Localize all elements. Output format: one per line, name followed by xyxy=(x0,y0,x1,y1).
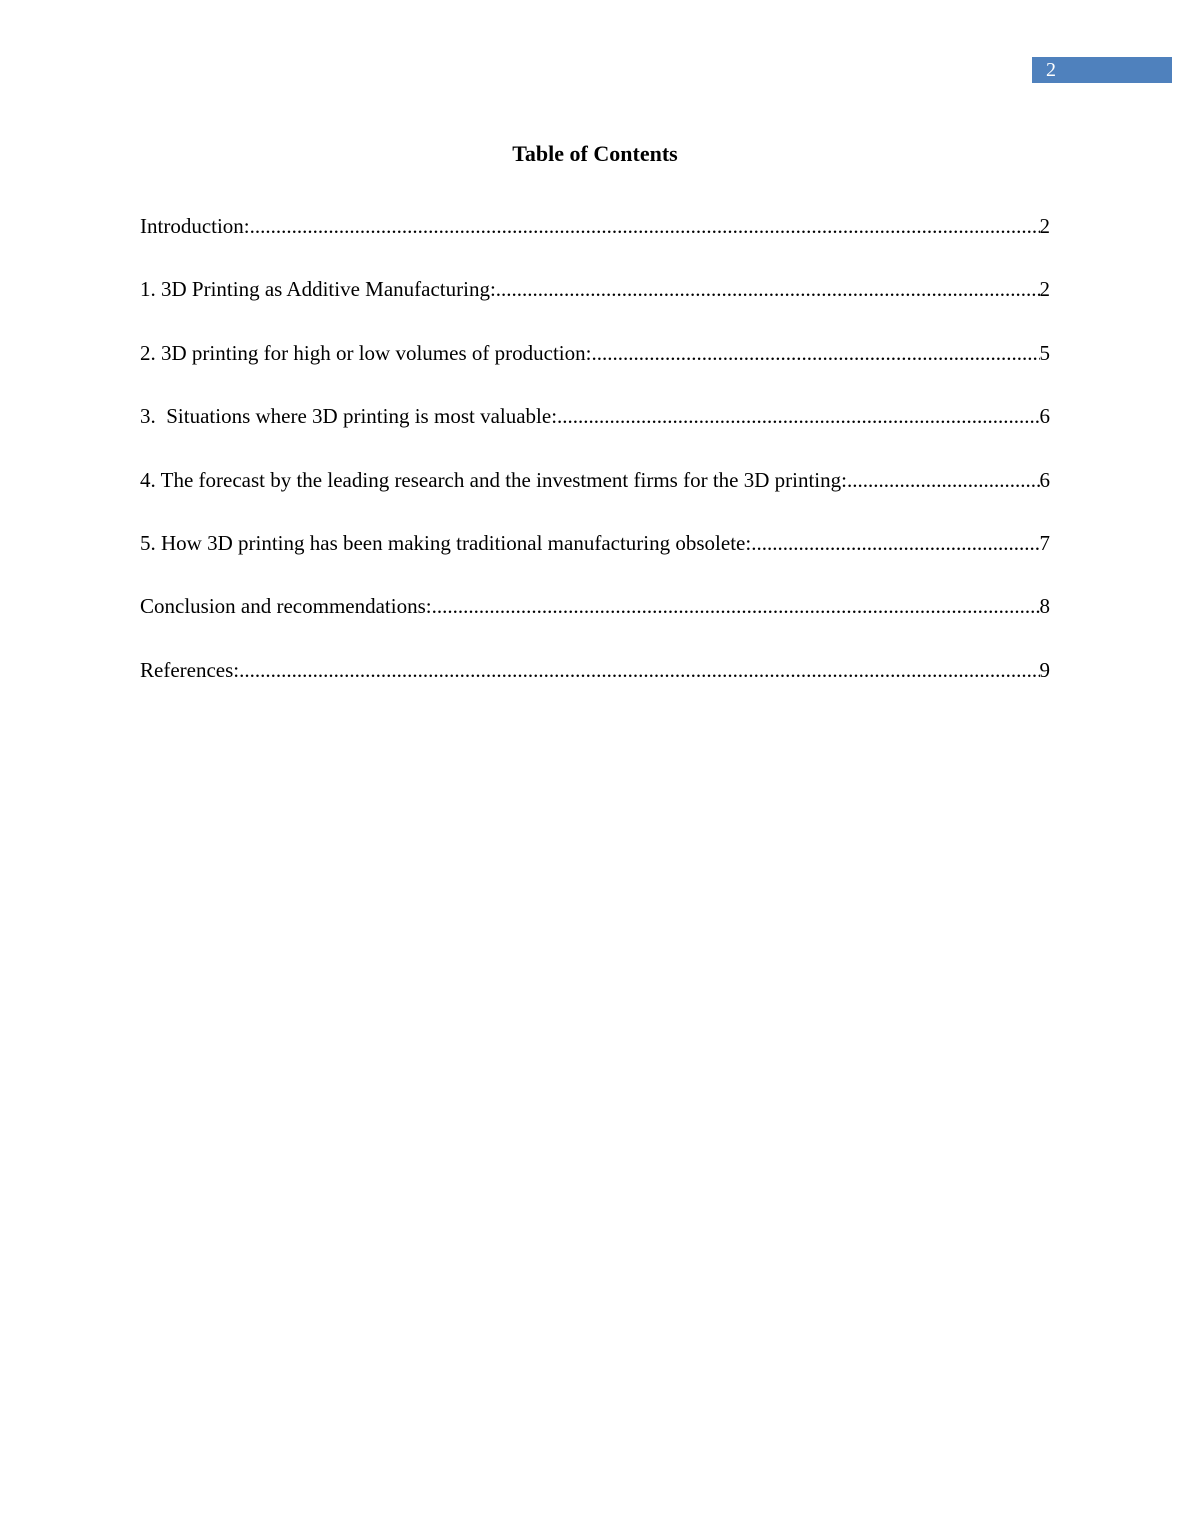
toc-list xyxy=(140,210,1050,717)
toc-dot-leader xyxy=(557,400,1039,432)
toc-entry-text: Introduction: xyxy=(140,214,250,238)
toc-entry-page: 7 xyxy=(1039,530,1050,555)
toc-entry-conclusion[interactable] xyxy=(140,590,1050,653)
toc-entry-page: 9 xyxy=(1039,657,1050,682)
page-number-badge xyxy=(1032,57,1172,83)
toc-entry-page: 8 xyxy=(1039,594,1050,619)
toc-entry-text: 4. The forecast by the leading research and the investment firms for the 3D printing: xyxy=(140,467,847,492)
toc-dot-leader xyxy=(432,590,1040,622)
toc-entry-references[interactable] xyxy=(140,654,1050,717)
toc-entry-forecast[interactable] xyxy=(140,464,1050,527)
toc-dot-leader xyxy=(496,273,1040,305)
toc-entry-page: 2 xyxy=(1039,277,1050,302)
toc-entry-production-volumes[interactable] xyxy=(140,337,1050,400)
toc-dot-leader xyxy=(239,654,1039,686)
toc-dot-leader xyxy=(847,464,1040,496)
toc-entry-additive-manufacturing[interactable] xyxy=(140,273,1050,336)
toc-entry-text: 2. 3D printing for high or low volumes of production: xyxy=(140,340,592,365)
toc-entry-page: 6 xyxy=(1039,467,1050,492)
toc-entry-text: 3. Situations where 3D printing is most valuable: xyxy=(140,404,558,429)
toc-entry-text: 1. 3D Printing as Additive Manufacturing: xyxy=(140,277,496,302)
toc-entry-text: Conclusion and recommendations: xyxy=(140,594,432,619)
toc-entry-page: 6 xyxy=(1039,404,1050,429)
toc-dot-leader xyxy=(751,527,1039,559)
toc-dot-leader xyxy=(591,337,1039,369)
toc-entry-text: References: xyxy=(140,657,240,682)
toc-entry-traditional-obsolete[interactable] xyxy=(140,527,1050,590)
toc-entry-text: 5. How 3D printing has been making traditional manufacturing obsolete: xyxy=(140,530,752,555)
toc-entry-page: 5 xyxy=(1039,340,1050,365)
toc-entry-valuable-situations[interactable] xyxy=(140,400,1050,463)
toc-dot-leader xyxy=(250,210,1040,242)
toc-entry-introduction[interactable] xyxy=(140,210,1050,273)
toc-title: Table of Contents xyxy=(512,141,678,166)
toc-entry-page: 2 xyxy=(1039,214,1050,238)
page-number: 2 xyxy=(1046,59,1056,81)
